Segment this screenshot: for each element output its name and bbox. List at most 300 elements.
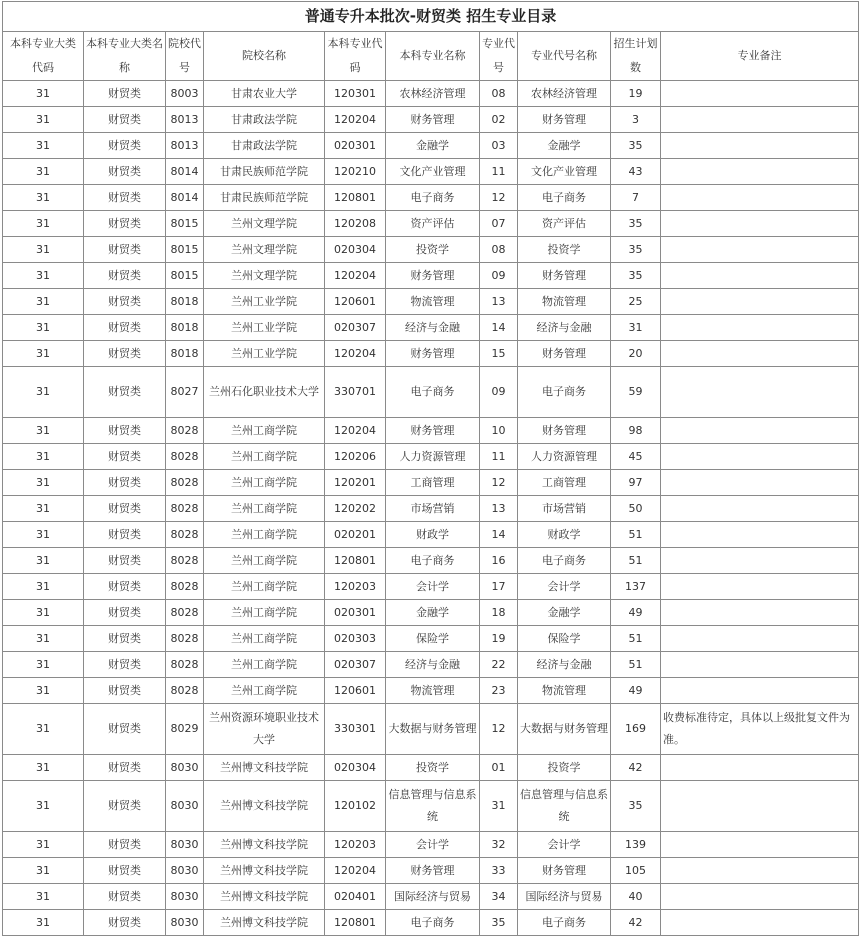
cell-remark: [661, 81, 859, 107]
cell-major-name: 投资学: [386, 237, 480, 263]
cell-program-code: 13: [480, 496, 518, 522]
enrollment-catalog-table: [2, 1, 859, 936]
cell-program-code: 35: [480, 910, 518, 936]
cell-enrollment-plan: 31: [611, 315, 661, 341]
table-row: [3, 755, 859, 781]
cell-category-code: 31: [3, 781, 84, 832]
cell-program-code: 03: [480, 133, 518, 159]
cell-category-name: 财贸类: [84, 522, 166, 548]
cell-school-code: 8028: [166, 444, 204, 470]
cell-school-name: 甘肃政法学院: [204, 107, 325, 133]
cell-enrollment-plan: 35: [611, 211, 661, 237]
cell-major-code: 020401: [325, 884, 386, 910]
cell-school-code: 8030: [166, 858, 204, 884]
cell-category-name: 财贸类: [84, 678, 166, 704]
cell-major-name: 财务管理: [386, 107, 480, 133]
table-row: [3, 418, 859, 444]
cell-major-name: 会计学: [386, 574, 480, 600]
cell-program-code-name: 电子商务: [518, 910, 611, 936]
cell-school-code: 8028: [166, 626, 204, 652]
cell-school-name: 兰州工商学院: [204, 444, 325, 470]
cell-category-code: 31: [3, 367, 84, 418]
cell-category-name: 财贸类: [84, 626, 166, 652]
cell-major-code: 330701: [325, 367, 386, 418]
cell-major-code: 020304: [325, 755, 386, 781]
cell-program-code-name: 投资学: [518, 237, 611, 263]
cell-category-name: 财贸类: [84, 858, 166, 884]
header-major-code: 本科专业代码: [325, 32, 386, 81]
cell-school-name: 兰州工商学院: [204, 496, 325, 522]
cell-category-code: 31: [3, 185, 84, 211]
cell-program-code: 32: [480, 832, 518, 858]
cell-school-name: 甘肃民族师范学院: [204, 159, 325, 185]
cell-category-name: 财贸类: [84, 781, 166, 832]
cell-major-code: 020301: [325, 133, 386, 159]
cell-major-name: 投资学: [386, 755, 480, 781]
cell-category-code: 31: [3, 81, 84, 107]
cell-major-name: 财务管理: [386, 418, 480, 444]
cell-program-code: 08: [480, 237, 518, 263]
cell-category-code: 31: [3, 884, 84, 910]
cell-school-code: 8028: [166, 652, 204, 678]
cell-enrollment-plan: 19: [611, 81, 661, 107]
cell-category-name: 财贸类: [84, 263, 166, 289]
cell-category-name: 财贸类: [84, 81, 166, 107]
cell-school-name: 兰州工商学院: [204, 626, 325, 652]
cell-major-code: 120204: [325, 341, 386, 367]
cell-enrollment-plan: 59: [611, 367, 661, 418]
cell-enrollment-plan: 51: [611, 548, 661, 574]
cell-major-name: 物流管理: [386, 289, 480, 315]
cell-enrollment-plan: 51: [611, 522, 661, 548]
cell-remark: [661, 858, 859, 884]
cell-school-code: 8030: [166, 884, 204, 910]
cell-program-code-name: 信息管理与信息系统: [518, 781, 611, 832]
cell-program-code-name: 财务管理: [518, 341, 611, 367]
cell-school-name: 兰州文理学院: [204, 237, 325, 263]
cell-category-name: 财贸类: [84, 107, 166, 133]
cell-remark: [661, 832, 859, 858]
cell-major-name: 电子商务: [386, 367, 480, 418]
cell-category-name: 财贸类: [84, 496, 166, 522]
table-row: [3, 341, 859, 367]
cell-major-code: 120601: [325, 289, 386, 315]
cell-major-code: 020303: [325, 626, 386, 652]
cell-category-name: 财贸类: [84, 652, 166, 678]
header-enrollment-plan: 招生计划数: [611, 32, 661, 81]
cell-program-code-name: 电子商务: [518, 548, 611, 574]
cell-program-code-name: 电子商务: [518, 185, 611, 211]
cell-major-code: 120301: [325, 81, 386, 107]
header-category-code: 本科专业大类代码: [3, 32, 84, 81]
cell-remark: [661, 107, 859, 133]
cell-category-name: 财贸类: [84, 470, 166, 496]
cell-major-code: 120201: [325, 470, 386, 496]
cell-major-code: 020201: [325, 522, 386, 548]
cell-school-name: 兰州工商学院: [204, 652, 325, 678]
cell-program-code: 16: [480, 548, 518, 574]
cell-enrollment-plan: 40: [611, 884, 661, 910]
cell-school-name: 兰州工商学院: [204, 470, 325, 496]
cell-enrollment-plan: 42: [611, 755, 661, 781]
cell-major-name: 经济与金融: [386, 315, 480, 341]
cell-major-code: 020307: [325, 315, 386, 341]
cell-major-name: 资产评估: [386, 211, 480, 237]
cell-category-code: 31: [3, 237, 84, 263]
cell-program-code-name: 会计学: [518, 832, 611, 858]
table-row: [3, 626, 859, 652]
cell-enrollment-plan: 49: [611, 600, 661, 626]
cell-category-code: 31: [3, 832, 84, 858]
cell-major-name: 经济与金融: [386, 652, 480, 678]
cell-category-code: 31: [3, 444, 84, 470]
cell-major-code: 120204: [325, 858, 386, 884]
table-row: [3, 133, 859, 159]
cell-program-code: 14: [480, 315, 518, 341]
cell-school-name: 兰州工商学院: [204, 678, 325, 704]
cell-program-code-name: 物流管理: [518, 289, 611, 315]
cell-category-name: 财贸类: [84, 211, 166, 237]
cell-program-code: 12: [480, 470, 518, 496]
header-category-name: 本科专业大类名称: [84, 32, 166, 81]
cell-program-code: 11: [480, 444, 518, 470]
cell-major-code: 120208: [325, 211, 386, 237]
table-row: [3, 185, 859, 211]
cell-school-name: 兰州文理学院: [204, 263, 325, 289]
cell-category-code: 31: [3, 574, 84, 600]
cell-program-code: 08: [480, 81, 518, 107]
cell-program-code-name: 金融学: [518, 600, 611, 626]
table-row: [3, 678, 859, 704]
cell-program-code-name: 投资学: [518, 755, 611, 781]
cell-category-name: 财贸类: [84, 600, 166, 626]
cell-school-code: 8028: [166, 496, 204, 522]
cell-category-name: 财贸类: [84, 910, 166, 936]
cell-school-code: 8030: [166, 832, 204, 858]
cell-program-code-name: 资产评估: [518, 211, 611, 237]
cell-enrollment-plan: 139: [611, 832, 661, 858]
table-row: [3, 884, 859, 910]
table-row: [3, 444, 859, 470]
header-school-code: 院校代号: [166, 32, 204, 81]
table-row: [3, 832, 859, 858]
cell-major-code: 120102: [325, 781, 386, 832]
header-program-code: 专业代号: [480, 32, 518, 81]
cell-school-name: 甘肃农业大学: [204, 81, 325, 107]
cell-school-code: 8030: [166, 755, 204, 781]
cell-category-name: 财贸类: [84, 418, 166, 444]
cell-category-name: 财贸类: [84, 704, 166, 755]
cell-category-code: 31: [3, 289, 84, 315]
cell-school-name: 兰州博文科技学院: [204, 910, 325, 936]
cell-school-code: 8015: [166, 263, 204, 289]
cell-major-name: 金融学: [386, 133, 480, 159]
cell-major-name: 保险学: [386, 626, 480, 652]
cell-enrollment-plan: 35: [611, 263, 661, 289]
cell-remark: [661, 652, 859, 678]
cell-enrollment-plan: 25: [611, 289, 661, 315]
cell-remark: [661, 341, 859, 367]
table-row: [3, 858, 859, 884]
cell-category-name: 财贸类: [84, 289, 166, 315]
cell-enrollment-plan: 51: [611, 626, 661, 652]
table-row: [3, 600, 859, 626]
cell-program-code: 18: [480, 600, 518, 626]
cell-school-code: 8028: [166, 600, 204, 626]
cell-school-code: 8013: [166, 133, 204, 159]
cell-program-code-name: 物流管理: [518, 678, 611, 704]
cell-program-code: 23: [480, 678, 518, 704]
cell-remark: [661, 496, 859, 522]
table-title: 普通专升本批次-财贸类 招生专业目录: [3, 2, 859, 32]
cell-remark: [661, 418, 859, 444]
cell-enrollment-plan: 105: [611, 858, 661, 884]
cell-category-code: 31: [3, 678, 84, 704]
cell-program-code-name: 市场营销: [518, 496, 611, 522]
table-row: [3, 367, 859, 418]
cell-school-name: 兰州资源环境职业技术大学: [204, 704, 325, 755]
cell-remark: [661, 237, 859, 263]
cell-major-name: 工商管理: [386, 470, 480, 496]
cell-category-code: 31: [3, 652, 84, 678]
cell-program-code: 11: [480, 159, 518, 185]
cell-major-code: 120601: [325, 678, 386, 704]
cell-major-name: 市场营销: [386, 496, 480, 522]
cell-school-code: 8003: [166, 81, 204, 107]
header-row: [3, 32, 859, 81]
cell-program-code-name: 保险学: [518, 626, 611, 652]
cell-major-code: 120203: [325, 832, 386, 858]
cell-school-name: 兰州工商学院: [204, 600, 325, 626]
cell-program-code: 34: [480, 884, 518, 910]
cell-major-name: 文化产业管理: [386, 159, 480, 185]
cell-enrollment-plan: 98: [611, 418, 661, 444]
cell-major-name: 电子商务: [386, 910, 480, 936]
cell-program-code: 07: [480, 211, 518, 237]
cell-category-name: 财贸类: [84, 185, 166, 211]
header-school-name: 院校名称: [204, 32, 325, 81]
cell-school-name: 甘肃民族师范学院: [204, 185, 325, 211]
table-row: [3, 910, 859, 936]
cell-school-name: 兰州石化职业技术大学: [204, 367, 325, 418]
cell-major-name: 农林经济管理: [386, 81, 480, 107]
cell-remark: [661, 315, 859, 341]
cell-remark: [661, 159, 859, 185]
cell-category-name: 财贸类: [84, 548, 166, 574]
cell-program-code-name: 农林经济管理: [518, 81, 611, 107]
cell-program-code-name: 财务管理: [518, 263, 611, 289]
cell-school-code: 8030: [166, 910, 204, 936]
cell-major-name: 财政学: [386, 522, 480, 548]
cell-major-code: 120801: [325, 185, 386, 211]
cell-remark: [661, 185, 859, 211]
table-row: [3, 652, 859, 678]
cell-remark: [661, 211, 859, 237]
cell-category-code: 31: [3, 626, 84, 652]
table-row: [3, 781, 859, 832]
cell-remark: [661, 910, 859, 936]
cell-major-name: 信息管理与信息系统: [386, 781, 480, 832]
cell-major-code: 020307: [325, 652, 386, 678]
cell-program-code: 15: [480, 341, 518, 367]
cell-program-code-name: 国际经济与贸易: [518, 884, 611, 910]
cell-category-code: 31: [3, 211, 84, 237]
cell-category-code: 31: [3, 600, 84, 626]
table-row: [3, 574, 859, 600]
cell-category-name: 财贸类: [84, 574, 166, 600]
cell-program-code-name: 财务管理: [518, 858, 611, 884]
cell-major-name: 物流管理: [386, 678, 480, 704]
cell-major-code: 120801: [325, 910, 386, 936]
cell-remark: [661, 626, 859, 652]
cell-major-code: 020301: [325, 600, 386, 626]
cell-school-code: 8028: [166, 418, 204, 444]
cell-program-code-name: 经济与金融: [518, 315, 611, 341]
cell-major-name: 人力资源管理: [386, 444, 480, 470]
cell-school-code: 8015: [166, 237, 204, 263]
cell-enrollment-plan: 43: [611, 159, 661, 185]
cell-school-name: 兰州工商学院: [204, 418, 325, 444]
cell-program-code-name: 金融学: [518, 133, 611, 159]
cell-program-code-name: 人力资源管理: [518, 444, 611, 470]
table-row: [3, 704, 859, 755]
table-row: [3, 548, 859, 574]
cell-program-code-name: 文化产业管理: [518, 159, 611, 185]
cell-remark: [661, 755, 859, 781]
cell-program-code: 33: [480, 858, 518, 884]
cell-school-name: 兰州工商学院: [204, 574, 325, 600]
cell-major-name: 财务管理: [386, 858, 480, 884]
cell-school-code: 8014: [166, 159, 204, 185]
cell-program-code-name: 大数据与财务管理: [518, 704, 611, 755]
cell-school-name: 兰州工商学院: [204, 522, 325, 548]
cell-remark: [661, 600, 859, 626]
cell-category-code: 31: [3, 470, 84, 496]
cell-major-name: 财务管理: [386, 263, 480, 289]
cell-category-code: 31: [3, 858, 84, 884]
cell-school-name: 兰州工商学院: [204, 548, 325, 574]
cell-remark: [661, 678, 859, 704]
cell-category-name: 财贸类: [84, 341, 166, 367]
cell-school-name: 兰州工业学院: [204, 315, 325, 341]
cell-enrollment-plan: 3: [611, 107, 661, 133]
cell-enrollment-plan: 51: [611, 652, 661, 678]
cell-category-code: 31: [3, 496, 84, 522]
cell-enrollment-plan: 42: [611, 910, 661, 936]
cell-school-code: 8029: [166, 704, 204, 755]
cell-major-name: 金融学: [386, 600, 480, 626]
cell-school-code: 8013: [166, 107, 204, 133]
header-major-name: 本科专业名称: [386, 32, 480, 81]
table-row: [3, 237, 859, 263]
cell-remark: [661, 444, 859, 470]
cell-remark: [661, 470, 859, 496]
table-row: [3, 522, 859, 548]
cell-enrollment-plan: 137: [611, 574, 661, 600]
cell-program-code: 02: [480, 107, 518, 133]
cell-category-name: 财贸类: [84, 367, 166, 418]
table-row: [3, 289, 859, 315]
cell-category-code: 31: [3, 133, 84, 159]
cell-program-code: 19: [480, 626, 518, 652]
cell-program-code: 31: [480, 781, 518, 832]
cell-school-code: 8028: [166, 678, 204, 704]
table-row: [3, 496, 859, 522]
cell-major-name: 财务管理: [386, 341, 480, 367]
cell-category-name: 财贸类: [84, 755, 166, 781]
cell-school-code: 8014: [166, 185, 204, 211]
table-row: [3, 315, 859, 341]
cell-school-code: 8015: [166, 211, 204, 237]
cell-major-code: 020304: [325, 237, 386, 263]
cell-remark: [661, 884, 859, 910]
cell-school-code: 8028: [166, 548, 204, 574]
cell-category-code: 31: [3, 522, 84, 548]
cell-major-code: 120206: [325, 444, 386, 470]
cell-school-code: 8030: [166, 781, 204, 832]
cell-enrollment-plan: 169: [611, 704, 661, 755]
table-row: [3, 159, 859, 185]
cell-major-name: 会计学: [386, 832, 480, 858]
cell-school-name: 兰州博文科技学院: [204, 755, 325, 781]
cell-major-code: 330301: [325, 704, 386, 755]
cell-school-code: 8018: [166, 315, 204, 341]
cell-remark: [661, 289, 859, 315]
cell-program-code: 17: [480, 574, 518, 600]
catalog-wrapper: [2, 1, 858, 936]
cell-program-code: 12: [480, 185, 518, 211]
cell-program-code-name: 经济与金融: [518, 652, 611, 678]
header-remarks: 专业备注: [661, 32, 859, 81]
header-program-code-name: 专业代号名称: [518, 32, 611, 81]
cell-category-code: 31: [3, 159, 84, 185]
cell-category-name: 财贸类: [84, 444, 166, 470]
cell-program-code: 13: [480, 289, 518, 315]
table-row: [3, 211, 859, 237]
cell-enrollment-plan: 45: [611, 444, 661, 470]
cell-category-name: 财贸类: [84, 159, 166, 185]
cell-school-name: 兰州博文科技学院: [204, 832, 325, 858]
cell-school-name: 兰州工业学院: [204, 341, 325, 367]
cell-school-code: 8018: [166, 289, 204, 315]
cell-major-name: 电子商务: [386, 548, 480, 574]
cell-enrollment-plan: 35: [611, 781, 661, 832]
cell-program-code: 14: [480, 522, 518, 548]
cell-program-code: 01: [480, 755, 518, 781]
cell-major-name: 国际经济与贸易: [386, 884, 480, 910]
cell-category-name: 财贸类: [84, 237, 166, 263]
cell-major-code: 120204: [325, 107, 386, 133]
table-row: [3, 107, 859, 133]
cell-program-code-name: 工商管理: [518, 470, 611, 496]
cell-category-code: 31: [3, 263, 84, 289]
cell-school-name: 甘肃政法学院: [204, 133, 325, 159]
cell-remark: [661, 522, 859, 548]
cell-program-code-name: 财务管理: [518, 418, 611, 444]
cell-school-code: 8028: [166, 574, 204, 600]
cell-category-code: 31: [3, 548, 84, 574]
cell-program-code: 10: [480, 418, 518, 444]
cell-enrollment-plan: 97: [611, 470, 661, 496]
cell-enrollment-plan: 49: [611, 678, 661, 704]
cell-remark: [661, 548, 859, 574]
cell-category-code: 31: [3, 341, 84, 367]
cell-school-code: 8028: [166, 522, 204, 548]
cell-program-code-name: 会计学: [518, 574, 611, 600]
cell-category-name: 财贸类: [84, 832, 166, 858]
cell-program-code: 09: [480, 263, 518, 289]
cell-enrollment-plan: 35: [611, 237, 661, 263]
